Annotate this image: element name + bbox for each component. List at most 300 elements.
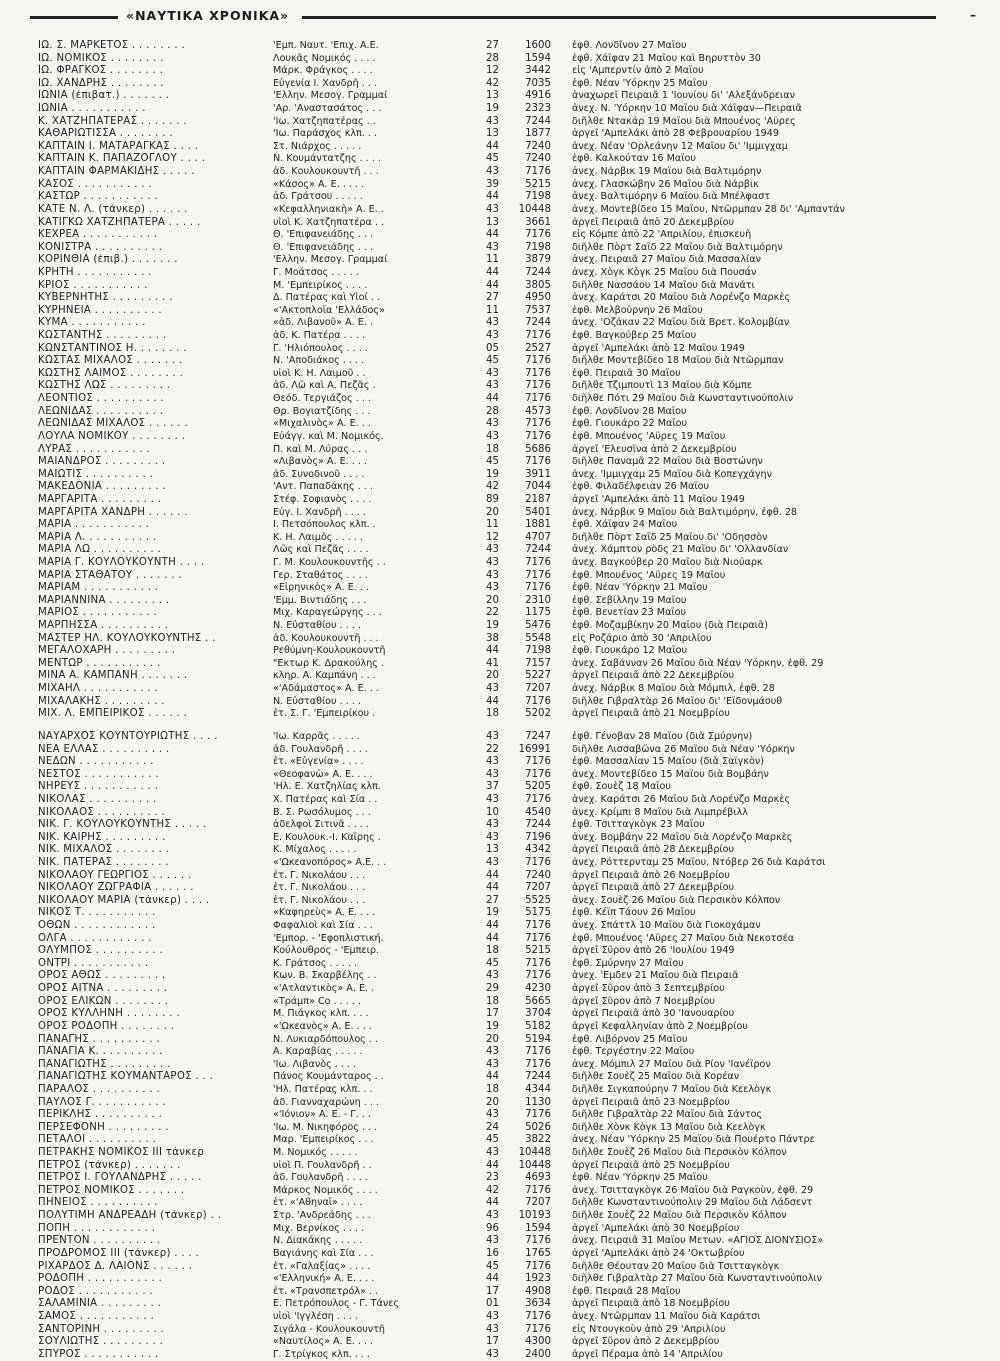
ship-owner: 'Ελλην. Μεσογ. Γραμμαί [273,90,388,102]
ship-status: ἀργεῖ Σῦρον ἀπὸ 3 Σεπτεμβρίου [572,983,725,995]
ship-crew: 43 [486,544,499,556]
ship-row [38,658,938,671]
ship-row [38,494,938,507]
ship-tonnage: 7207 [525,683,551,695]
ship-status: ἀνεχ. Βαλτιμόρην 6 Μαΐου διὰ Μπέλφαστ [572,191,771,203]
ship-name: ΚΥΒΕΡΝΗΤΗΣ . . . . . . . . . [38,292,173,304]
ship-status: ἐφθ. Χάϊφαν 21 Μαΐου καὶ Βηρυττὸν 30 [572,52,761,64]
ship-crew: 17 [486,1008,499,1020]
ship-crew: 44 [486,229,499,241]
ship-name: ΝΙΚ. Γ. ΚΟΥΛΟΥΚΟΥΝΤΗΣ . . . . . [38,819,207,831]
ship-status: ἐφθ. Λονδῖνον 28 Μαΐου [572,405,687,417]
ship-crew: 11 [486,519,499,531]
ship-owner: ἐτ. Γ. Νικολάου . . . [273,869,366,881]
ship-status: ἀνεχ. Χὸγκ Κὸγκ 25 Μαΐου διὰ Πουσάν [572,266,757,278]
ship-name: ΠΕΤΡΟΣ ΝΟΜΙΚΟΣ . . . . . . . [38,1184,185,1196]
ship-row [38,393,938,406]
ship-tonnage: 4230 [525,983,551,995]
ship-status: ἀνεχ. Γλασκώβην 26 Μαΐου διὰ Νάρβικ [572,178,759,190]
ship-crew: 44 [486,882,499,894]
ship-name: ΙΩ. Σ. ΜΑΡΚΕΤΟΣ . . . . . . . . [38,40,185,51]
ship-crew: 42 [486,1184,499,1196]
ship-crew: 43 [486,831,499,843]
ship-owner: «'Αδάμαστος» Α. Ε. . . [273,683,379,695]
ship-owner: «Θεοφανὼ» Α. Ε. . . . [273,768,373,780]
ship-status: ἀργεῖ 'Αμπελάκι ἀπὸ 12 Μαΐου 1949 [572,342,745,354]
ship-tonnage: 7244 [525,544,551,556]
ship-status: διῆλθε Παναμᾶ 22 Μαΐου διὰ Βοστώνην [572,456,763,468]
ship-status: ἀνεχ. Νέαν 'Υόρκην 25 Μαΐου διὰ Πουέρτο Πάντρε [572,1134,815,1146]
ship-name: ΠΑΡΑΛΟΣ . . . . . . . . . . [38,1083,161,1095]
ship-crew: 44 [486,266,499,278]
ship-name: ΚΑΣΤΩΡ . . . . . . . . . . . [38,191,158,203]
ship-row [38,857,938,870]
ship-owner: Α. Καραβίας . . . . . [273,1046,363,1058]
ship-crew: 19 [486,1020,499,1032]
ship-owner: «'Ωκεανοπόρος» Α.Ε. . . [273,857,387,868]
ship-row [38,330,938,343]
ship-crew: 19 [486,907,499,919]
ship-row [38,191,938,204]
ship-owner: «Λιβανὸς» Α. Ε. . . . [273,456,367,468]
ship-status: ἐφθ. Σμύρνην 27 Μαΐου [572,957,684,969]
ship-row [38,343,938,356]
ship-name: ΠΑΝΑΓΙΩΤΗΣ ΚΟΥΜΑΝΤΑΡΟΣ . . . [38,1071,214,1083]
ship-status: ἀργεῖ Πειραιᾶ ἀπὸ 18 Νοεμβρίου [572,1298,730,1310]
ship-status: ἀργεῖ Πειραιᾶ ἀπὸ 21 Νοεμβρίου [572,708,730,720]
ship-row [38,1349,938,1361]
ship-tonnage: 4300 [525,1336,551,1348]
ship-status: ἀνεχ. Ντῶρμπαν 11 Μαΐου διὰ Καράτσι [572,1310,761,1322]
ship-name: ΝΙΚΟΛΑΣ . . . . . . . . . . [38,793,157,805]
ship-tonnage: 10448 [518,1159,551,1171]
ship-crew: 89 [486,493,499,505]
ship-status: διῆλθε Κωνσταντινούπολιν 29 Μαΐου διὰ Λάδσεντ [572,1197,813,1209]
ship-crew: 38 [486,632,499,644]
ship-row [38,1109,938,1122]
ship-name: ΚΑΤΙΓΚΩ ΧΑΤΖΗΠΑΤΕΡΑ . . . . . [38,216,201,228]
ship-tonnage: 5194 [525,1033,551,1045]
ship-row [38,794,938,807]
ship-tonnage: 7176 [525,1046,551,1058]
ship-status: ἀργεῖ Σῦρον ἀπὸ 26 'Ιουλίου 1949 [572,945,735,957]
ship-owner: Μάρκος Νομικός . . . . [273,1184,378,1196]
ship-crew: 17 [486,1336,499,1348]
ship-row [38,229,938,242]
ship-tonnage: 1765 [525,1247,551,1259]
ship-tonnage: 1594 [525,1222,551,1234]
ship-owner: Μ. Νομικός . . . . . [273,1147,358,1159]
ship-row [38,40,938,53]
ship-status: ἀνεχ. Μόμπιλ 27 Μαΐου διὰ Ρίον 'Ιανέϊρον [572,1058,771,1070]
ship-name: ΚΕΧΡΕΑ . . . . . . . . . . . [38,229,158,241]
ship-name: ΝΙΚΟΛΑΟΥ ΓΕΩΡΓΙΟΣ . . . . . . [38,869,192,881]
ship-status: ἐφθ. Κέϊπ Τάουν 26 Μαΐου [572,907,696,919]
ship-tonnage: 3661 [525,216,551,228]
ship-row [38,557,938,570]
ship-owner: «Καφηρεὺς» Α. Ε. . . . [273,907,376,919]
ship-owner: «Κάσος» Α. Ε. . . . . [273,178,365,190]
ship-name: ΟΡΟΣ ΑΙΤΝΑ . . . . . . . . . [38,983,168,995]
ship-row [38,204,938,217]
ship-owner: ἀδ. Κ. Πατέρα . . . . [273,330,365,342]
ship-tonnage: 7176 [525,970,551,982]
ship-name: ΠΕΤΑΛΟΙ . . . . . . . . . . [38,1134,157,1146]
ship-row [38,1261,938,1274]
ship-owner: Γ. Μοάτσος . . . . . [273,266,359,278]
ship-tonnage: 10193 [518,1210,551,1222]
ship-status: ἐφθ. Σουὲζ 18 Μαΐου [572,781,671,793]
ship-crew: 20 [486,506,499,518]
ship-owner: Ν. Εὐσταθίου . . . . [273,695,362,707]
ship-name: ΜΑΚΕΔΟΝΙΑ . . . . . . . . . [38,481,166,493]
ship-owner: Ν. Διακάκης . . . . . [273,1235,363,1247]
ship-tonnage: 5665 [525,995,551,1007]
ship-name: ΙΩ. ΝΟΜΙΚΟΣ . . . . . . . . [38,52,164,64]
ship-row [38,670,938,683]
ship-owner: Κ. Μίχαλος . . . . . [273,844,357,856]
ship-crew: 43 [486,1210,499,1222]
ship-row [38,683,938,696]
ship-status: ἀργεῖ Πειραιᾶ ἀπὸ 26 Νοεμβρίου [572,869,730,881]
ship-owner: κληρ. Α. Καμπάνη . . . [273,670,376,682]
ship-status: διῆλθε Τζιμπουτὶ 13 Μαΐου διὰ Κόμπε [572,380,752,392]
ship-status: διῆλθε Μοντεβίδεο 18 Μαΐου διὰ Ντῶρμπαν [572,355,784,367]
ship-crew: 29 [486,983,499,995]
ship-status: ἀργεῖ Πειραιᾶ ἀπὸ 23 Νοεμβρίου [572,1096,730,1108]
ship-crew: 43 [486,793,499,805]
ship-owner: ἐτ. Σ. Γ. 'Εμπειρίκου . [273,708,376,720]
ship-owner: υἱοὶ 'Ιγγλέση . . . . [273,1310,359,1322]
ship-row [38,166,938,179]
ship-tonnage: 4342 [525,844,551,856]
ship-status: ἀνεχ. Μοντεβίδεο 15 Μαΐου, Ντῶρμπαν 28 δι' 'Αμπαντάν [572,203,845,215]
ship-owner: Στέφ. Σοφιανὸς . . . . [273,493,372,505]
ship-status: ἐφθ. Γιουκάρο 22 Μαΐου [572,418,688,430]
ship-name: ΡΟΔΟΣ . . . . . . . . . . . [38,1285,153,1297]
ship-status: εἰς Ντουγκοὺν ἀπὸ 29 'Απριλίου [572,1323,726,1335]
ship-tonnage: 4916 [525,90,551,102]
ship-name: ΜΙΧ. Λ. ΕΜΠΕΙΡΙΚΟΣ . . . . . . [38,708,188,720]
ship-crew: 27 [486,40,499,51]
ship-name: ΚΩΣΤΗΣ ΛΑΙΜΟΣ . . . . . . . . [38,367,184,379]
ship-tonnage: 7244 [525,317,551,329]
ship-crew: 13 [486,844,499,856]
ship-name: ΟΡΟΣ ΑΘΩΣ . . . . . . . . . [38,970,166,982]
ship-status: ἐφθ. Μπουένος 'Αΰρες 19 Μαΐου [572,569,726,581]
ship-name: ΜΑΙΑΝΔΡΟΣ . . . . . . . . . [38,456,166,468]
ship-tonnage: 4344 [525,1083,551,1095]
ship-tonnage: 5227 [525,670,551,682]
ship-tonnage: 7157 [525,657,551,669]
ship-status: ἀνεχ. Νάρβικ 8 Μαΐου διὰ Μόμπιλ, ἐφθ. 28 [572,683,775,695]
ship-row [38,317,938,330]
ship-tonnage: 4950 [525,292,551,304]
ship-tonnage: 7176 [525,569,551,581]
ship-row [38,1084,938,1097]
ship-tonnage: 1923 [525,1273,551,1285]
ship-tonnage: 7176 [525,456,551,468]
ship-tonnage: 7244 [525,266,551,278]
ship-status: ἀργεῖ Πειραιᾶ ἀπὸ 25 Νοεμβρίου [572,1159,730,1171]
ship-owner: «Μιχαλινὸς» Α. Ε. . . [273,418,371,430]
ship-status: διῆλθε Ντακάρ 19 Μαΐου διὰ Μπουένος 'Αΰρες [572,115,796,127]
ship-tonnage: 7244 [525,115,551,127]
ship-status: διῆλθε Σουὲζ 26 Μαΐου διὰ Περσικὸν Κόλπον [572,1147,787,1159]
ship-owner: Σιγάλα - Κουλουκουντῆ [273,1323,385,1335]
ship-crew: 11 [486,254,499,266]
ship-row [38,958,938,971]
ship-owner: Ρεθύμνη-Κουλουκουντῆ [273,645,386,657]
ship-crew: 43 [486,857,499,868]
ship-owner: 'Ιω. Παράσχος κλπ. . . [273,128,378,140]
ship-crew: 23 [486,1172,499,1184]
ship-row [38,645,938,658]
ship-owner: ἀδ. Γουλανδρῆ . . . . [273,1172,368,1184]
ship-owner: «'Ωκεανὸς» Α. Ε. . . . [273,1020,372,1032]
ship-crew: 43 [486,1310,499,1322]
ship-crew: 44 [486,869,499,881]
ship-tonnage: 7247 [525,730,551,742]
ship-name: ΜΑΙΩΤΙΣ . . . . . . . . . . [38,468,154,480]
ship-owner: «'Ιόνιον» Α. Ε. - Γ. . . [273,1109,371,1121]
ship-owner: Φαφαλιοὶ καὶ Σία . . . [273,920,373,932]
ship-name: ΠΟΠΗ . . . . . . . . . . . . [38,1222,156,1234]
ship-status: διῆλθε Πότι 29 Μαΐου διὰ Κωνσταντινούπολιν [572,393,794,405]
ship-row [38,1134,938,1147]
ship-owner: Γ. 'Ηλιόπουλος . . . . [273,342,368,354]
ship-crew: 43 [486,569,499,581]
ship-name: ΜΑΡΙΑ Λ. . . . . . . . . . . [38,531,157,543]
ship-owner: Εὐάγγ. καὶ Μ. Νομικός. [273,430,384,442]
ship-row [38,1210,938,1223]
ship-crew: 20 [486,1096,499,1108]
ship-name: ΜΑΡΙΑ . . . . . . . . . . . [38,519,150,531]
ship-tonnage: 7176 [525,768,551,780]
ship-status: ἀργεῖ Σῦρον ἀπὸ 2 Δεκεμβρίου [572,1336,720,1348]
ship-owner: 'Εμπ. Ναυτ. 'Επιχ. Α.Ε. [273,40,379,51]
ship-row [38,970,938,983]
ship-owner: Ν. Εὐσταθίου . . . . [273,620,362,632]
ship-name: ΝΙΚΟΛΑΟΥ ΖΩΓΡΑΦΙΑ . . . . . . [38,882,194,894]
ship-crew: 44 [486,191,499,203]
ship-name: ΟΛΥΜΠΟΣ . . . . . . . . . . [38,945,163,957]
ship-row [38,217,938,230]
ship-crew: 45 [486,456,499,468]
ship-tonnage: 1175 [525,607,551,619]
ship-crew: 44 [486,393,499,405]
section-gap [38,721,938,731]
ship-owner: ἀδ. Γιανναχαρώνη . . . [273,1096,379,1108]
ship-status: ἀνεχ. Μοντεβίδεο 15 Μαΐου διὰ Βομβάην [572,768,769,780]
ship-status: διῆλθε Σουὲζ 25 Μαΐου διὰ Κορέαν [572,1071,740,1083]
ship-owner: Κ. Η. Λαιμὸς . . . . . [273,531,363,543]
ship-name: ΣΑΜΟΣ . . . . . . . . . . . [38,1310,154,1322]
ship-row [38,532,938,545]
ship-status: ἀνεχ. Καράτσι 20 Μαΐου διὰ Λορένζο Μαρκὲς [572,292,791,304]
ship-status: ἀνεχ. Καράτσι 26 Μαΐου διὰ Λορένζο Μαρκὲς [572,793,791,805]
ship-crew: 41 [486,657,499,669]
ship-crew: 42 [486,481,499,493]
ship-name: ΚΡΙΟΣ . . . . . . . . . . . [38,279,148,291]
ship-owner: ἀδελφοὶ Σιτινᾶ . . . . [273,819,369,831]
ship-row [38,444,938,457]
ship-crew: 43 [486,1323,499,1335]
ship-name: ΜΕΝΤΩΡ . . . . . . . . . . . [38,657,161,669]
ship-row [38,179,938,192]
ship-row [38,1160,938,1173]
ship-owner: ἀδ. Λῶ καὶ Α. Πεζᾶς . [273,380,376,392]
ship-row [38,1008,938,1021]
ship-status: ἐφθ. Λονδῖνον 27 Μαΐου [572,40,687,51]
ship-crew: 43 [486,582,499,594]
ship-owner: 'Ελλην. Μεσογ. Γραμμαί [273,254,388,266]
ship-owner: Λῶς καὶ Πεζᾶς . . . . [273,544,369,556]
ship-name: ΠΡΟΔΡΟΜΟΣ III (τάνκερ) . . . . [38,1247,200,1259]
ship-row [38,769,938,782]
ship-crew: 12 [486,531,499,543]
ship-status: ἐφθ. Χάϊφαν 24 Μαΐου [572,519,678,531]
ship-owner: 'Ιω. Μ. Νικηφόρος . . . [273,1121,378,1133]
ship-row [38,368,938,381]
ship-owner: Εὐγενία Ι. Χανδρῆ . . . [273,77,377,89]
page-header [30,8,980,26]
ship-row [38,570,938,583]
ship-name: ΠΡΕΝΤΟΝ . . . . . . . . . . [38,1235,161,1247]
ship-name: ΜΑΡΠΗΣΣΑ . . . . . . . . . . [38,620,169,632]
ship-crew: 43 [486,1046,499,1058]
ship-row [38,418,938,431]
ship-tonnage: 16991 [518,743,551,755]
ship-row [38,544,938,557]
ship-row [38,1298,938,1311]
ship-crew: 43 [486,970,499,982]
ship-crew: 45 [486,355,499,367]
ship-status: διῆλθε Χὸνκ Κὸγκ 13 Μαΐου διὰ Κεελὸγκ [572,1121,766,1133]
ship-name: ΣΟΥΛΙΩΤΗΣ . . . . . . . . . [38,1336,164,1348]
ship-row [38,456,938,469]
page-number: – [970,8,976,22]
ship-owner: Ν. Λυκιαρδόπουλος . . [273,1033,379,1045]
ship-tonnage: 7198 [525,241,551,253]
ship-crew: 19 [486,620,499,632]
ship-row [38,708,938,721]
ship-owner: ἀδ. Γουλανδρῆ . . . . [273,743,368,755]
ship-row [38,933,938,946]
ship-crew: 43 [486,730,499,742]
ship-name: ΜΑΣΤΕΡ ΗΛ. ΚΟΥΛΟΥΚΟΥΝΤΗΣ . . [38,632,216,644]
ship-owner: Γερ. Σταθάτος . . . . [273,569,368,581]
ship-status: ἀργεῖ Πειραιᾶ ἀπὸ 27 Δεκεμβρίου [572,882,735,894]
ship-crew: 05 [486,342,499,354]
ship-tonnage: 7176 [525,418,551,430]
ship-tonnage: 5205 [525,781,551,793]
ship-tonnage: 2323 [525,103,551,115]
ship-name: ΜΙΧΑΗΛ . . . . . . . . . . . [38,683,159,695]
header-rule-left [30,16,118,19]
ship-row [38,1185,938,1198]
ship-tonnage: 7244 [525,1071,551,1083]
ship-crew: 43 [486,1348,499,1360]
ship-row [38,507,938,520]
ship-crew: 19 [486,468,499,480]
ship-status: ἐφθ. Φιλαδέλφειαν 26 Μαΐου [572,481,710,493]
ship-status: ἐφθ. Τεργέστην 22 Μαΐου [572,1046,695,1058]
ship-tonnage: 4908 [525,1285,551,1297]
ship-tonnage: 5548 [525,632,551,644]
ship-owner: Ν. 'Αποδιάκος . . . . [273,355,365,367]
ship-crew: 39 [486,178,499,190]
ship-status: ἀνεχ. Τσιτταγκὸγκ 26 Μαΐου διὰ Ραγκοὺν, ἐφθ. 29 [572,1184,814,1196]
ship-row [38,882,938,895]
ship-row [38,519,938,532]
ship-tonnage: 3634 [525,1298,551,1310]
ship-status: ἀργεῖ Κεφαλληνίαν ἀπὸ 2 Νοεμβρίου [572,1020,748,1032]
ship-row [38,1097,938,1110]
ship-tonnage: 7240 [525,140,551,152]
ship-owner: υἱοὶ Π. Γουλανδρῆ . . [273,1159,372,1171]
ship-status: ἐφθ. Πειραιᾶ 28 Μαΐου [572,1285,681,1297]
ship-owner: υἱοὶ Κ. Χατζηπατέρα . . [273,216,384,228]
ship-status: ἀνεχ. Νέαν 'Ορλεάνην 12 Μαΐου δι' 'Ιμμιγχαμ [572,140,788,152]
ship-crew: 44 [486,279,499,291]
ship-owner: Κ. Γράτσος . . . . . [273,957,358,969]
ship-tonnage: 7176 [525,857,551,868]
ship-name: ΜΑΡΙΑΜ . . . . . . . . . . . [38,582,159,594]
ship-status: ἀνεχ. Σουὲζ 26 Μαΐου διὰ Περσικὸν Κόλπον [572,894,781,906]
ship-owner: ἀδ. Κουλουκουντῆ . . . [273,166,379,178]
ship-row [38,595,938,608]
ship-crew: 43 [486,756,499,768]
ship-name: ΠΑΝΑΓΙΩΤΗΣ . . . . . . . . . [38,1058,171,1070]
ship-status: ἐφθ. Γένοβαν 28 Μαΐου (διὰ Σμύρνην) [572,730,753,742]
ship-owner: «ἀδ. Λιβανοῦ» Α. Ε. . [273,317,373,329]
ship-row [38,254,938,267]
ship-tonnage: 7176 [525,932,551,944]
ship-tonnage: 7176 [525,793,551,805]
ship-owner: 'Εμμ. Βιντιάδης . . . [273,594,367,606]
ship-row [38,481,938,494]
ship-tonnage: 5401 [525,506,551,518]
ship-crew: 44 [486,932,499,944]
ship-name: ΠΕΤΡΑΚΗΣ ΝΟΜΙΚΟΣ III τάνκερ [38,1147,205,1159]
ship-row [38,1286,938,1299]
ship-status: ἀνεχ. Ρόττερνταμ 25 Μαΐου, Ντόβερ 26 διὰ Καράτσι [572,857,826,868]
ship-row [38,607,938,620]
ship-crew: 16 [486,1247,499,1259]
ship-crew: 18 [486,1083,499,1095]
ship-owner: Β. Σ. Ρωσόλυμος . . . [273,806,371,818]
ship-crew: 44 [486,920,499,932]
ship-crew: 43 [486,380,499,392]
ship-name: ΚΟΡΙΝΘΙΑ (ἐπιβ.) . . . . . . . [38,254,178,266]
ship-tonnage: 7207 [525,882,551,894]
ship-status: διῆλθε Γιβραλτὰρ 26 Μαΐου δι' 'Εϊδονμάουθ [572,695,783,707]
ship-row [38,781,938,794]
ship-name: ΣΑΛΑΜΙΝΙΑ . . . . . . . . . [38,1298,162,1310]
ship-status: ἀνεχ. Νάρβικ 19 Μαΐου διὰ Βαλτιμόρην [572,166,762,178]
ship-crew: 13 [486,90,499,102]
ship-status: ἀνεχ. Σπάττλ 10 Μαΐου διὰ Γιοκοχάμαν [572,920,761,932]
ship-row [38,1197,938,1210]
ship-tonnage: 7176 [525,695,551,707]
ship-name: ΜΑΡΙΑ ΣΤΑΘΑΤΟΥ . . . . . . . [38,569,182,581]
ship-tonnage: 7176 [525,582,551,594]
ship-crew: 20 [486,1033,499,1045]
ship-row [38,267,938,280]
ship-status: ἀργεῖ Πέραμα ἀπὸ 14 'Απριλίου [572,1348,723,1360]
ship-tonnage: 7044 [525,481,551,493]
